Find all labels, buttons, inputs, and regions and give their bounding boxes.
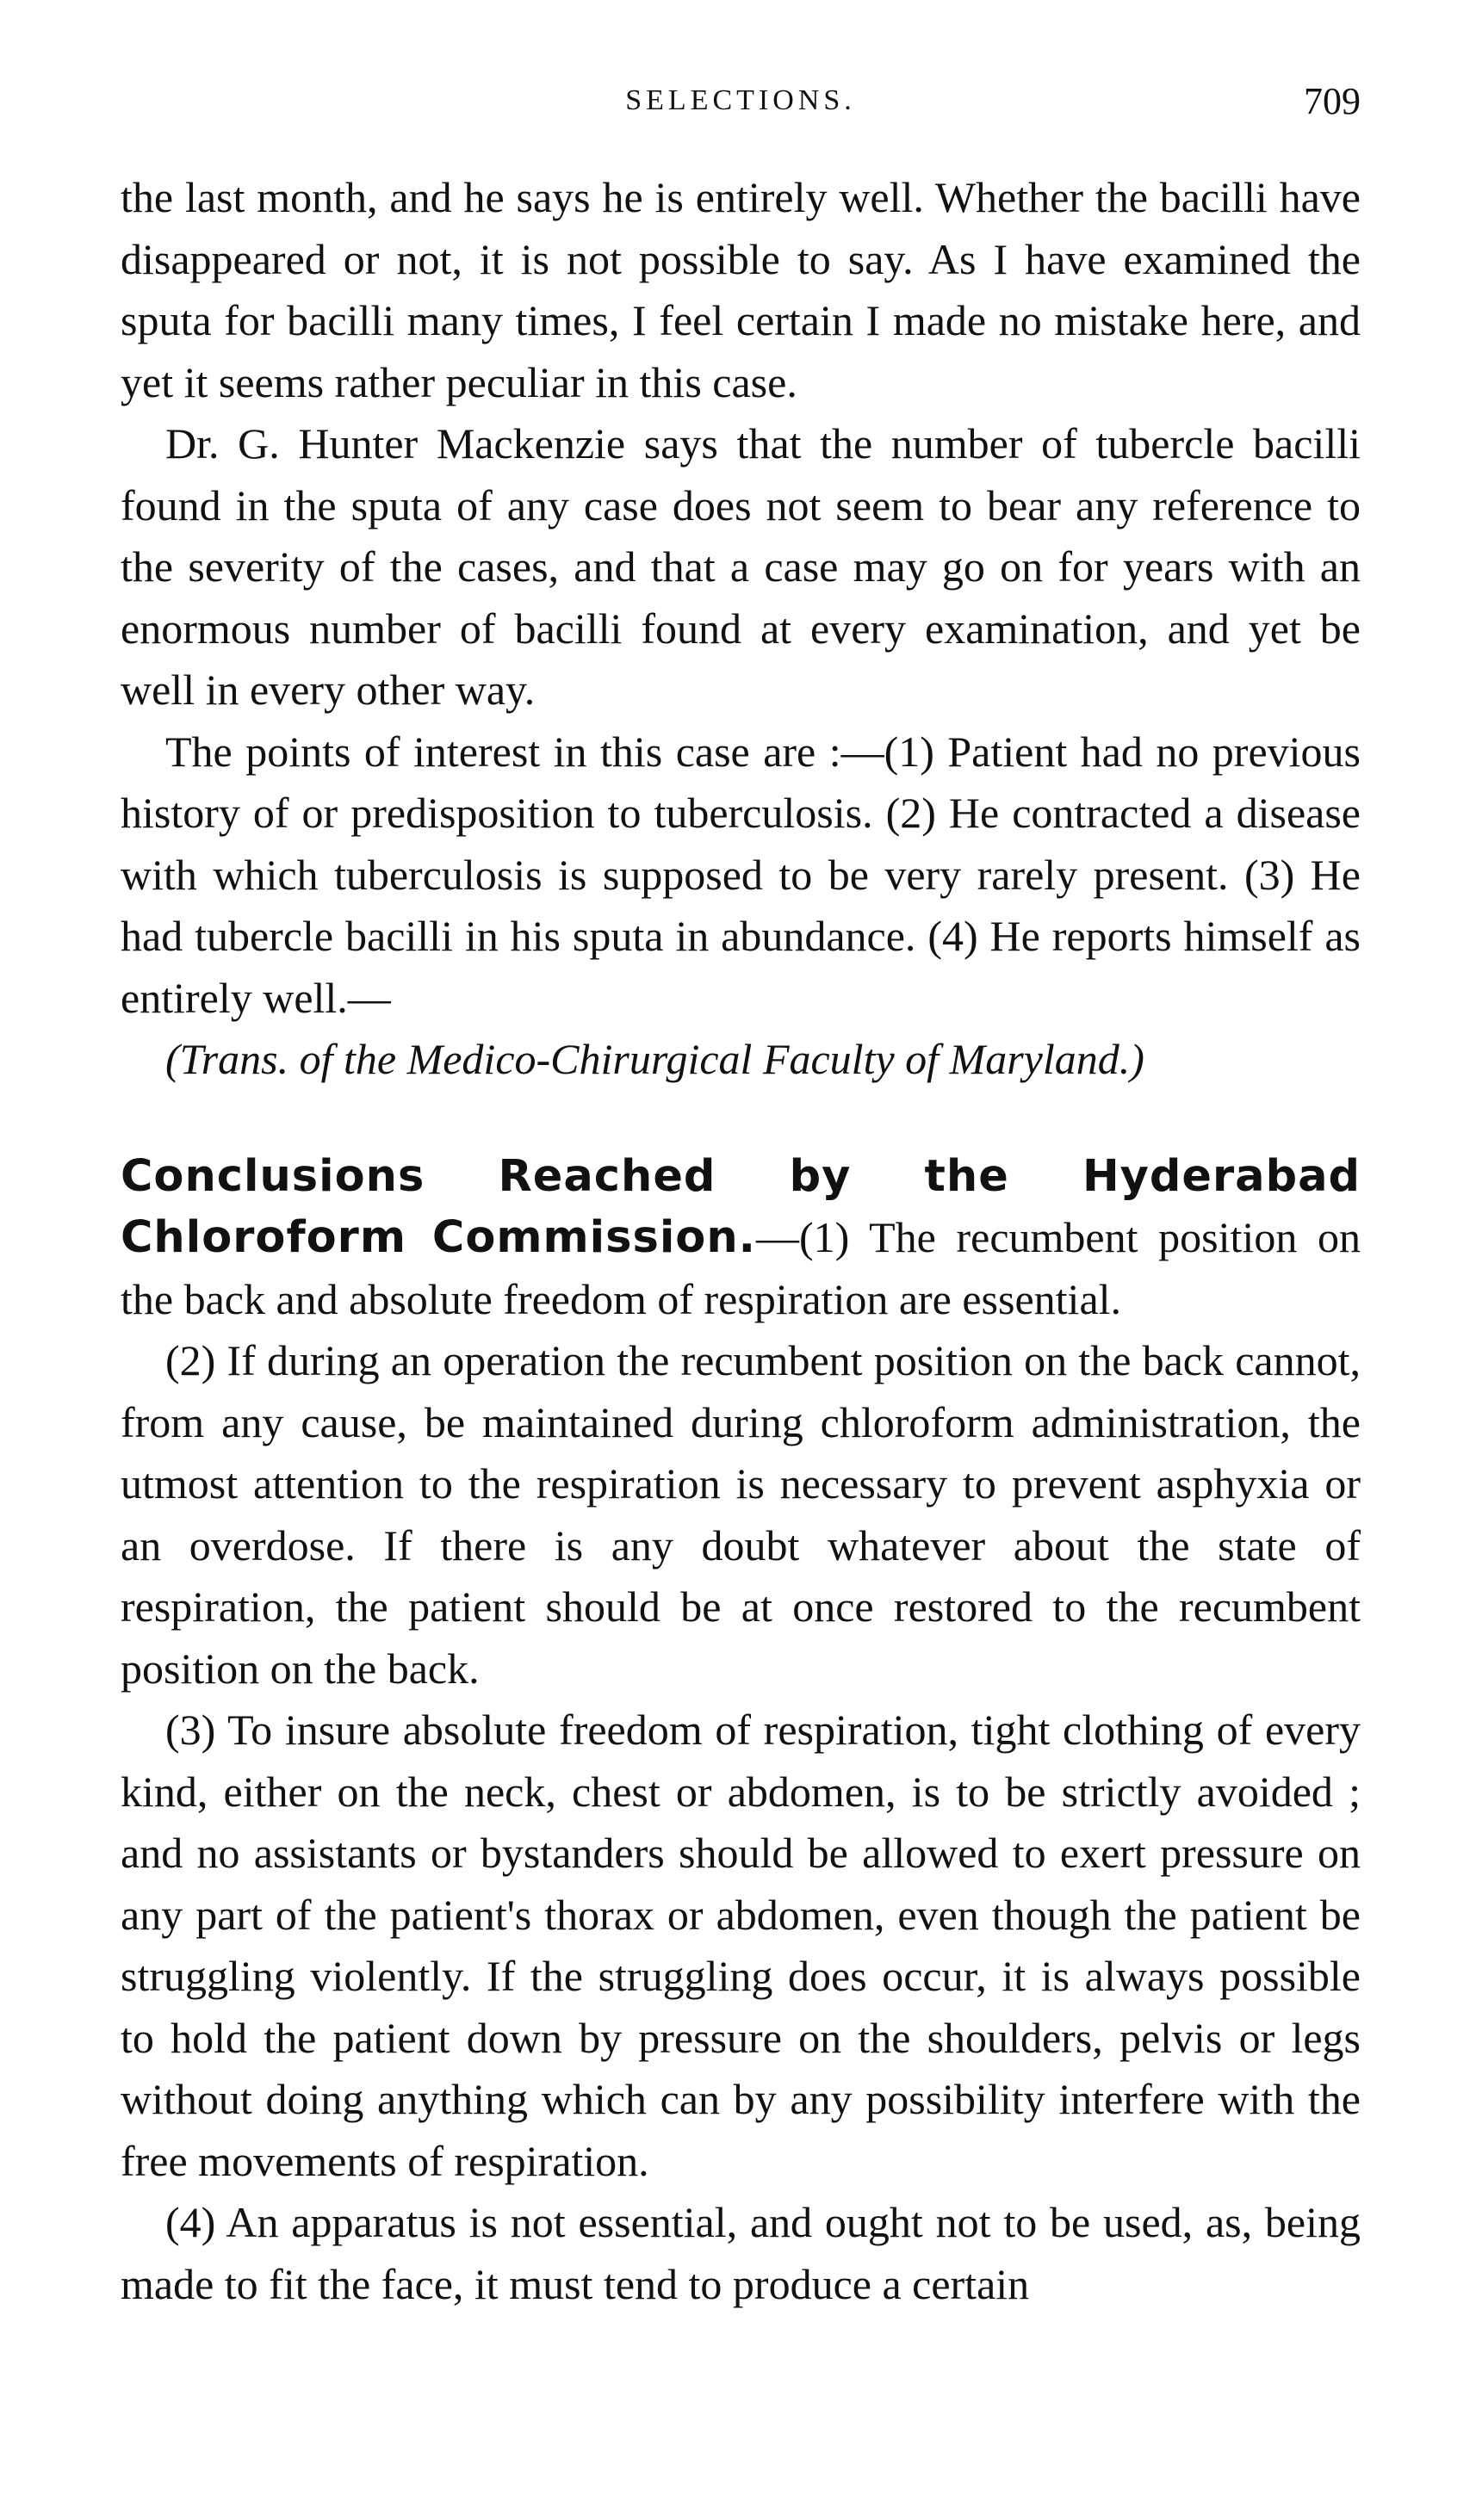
page-number: 709	[1304, 80, 1361, 122]
body-text	[121, 167, 1361, 2315]
running-header	[121, 80, 1361, 136]
section-heading: Conclusions Reached by the Hyderabad Chloroform Commission.	[121, 1150, 1361, 1263]
section-gap	[121, 1091, 1361, 1146]
paragraph-continuation: the last month, and he says he is entirely well. Whether the bacilli have disappeared or not, it is not possible to say. As I have examined the sputa for bacilli many times, I feel certain I made no mistake here, and yet it seems rather peculiar in this case.	[121, 173, 1361, 406]
paragraph-conclusion-4: (4) An apparatus is not essential, and ought not to be used, as, being made to fit the face, it must tend to produce a certain	[121, 2198, 1361, 2308]
paragraph-mackenzie: Dr. G. Hunter Mackenzie says that the number of tubercle bacilli found in the sputa of any case does not seem to bear any reference to the severity of the cases, and that a case may go on for years with an enormous number of bacilli found at every examination, and yet be well in every other way.	[121, 419, 1361, 714]
paragraph-conclusion-1	[121, 1146, 1361, 1331]
conclusion-1-text: —(1) The recumbent position on the back and absolute freedom of respiration are essential.	[121, 1213, 1361, 1323]
citation: (Trans. of the Medico-Chirurgical Faculty of Maryland.)	[165, 1035, 1144, 1083]
running-title: SELECTIONS.	[625, 84, 856, 116]
paragraph-conclusion-2: (2) If during an operation the recumbent position on the back cannot, from any cause, be maintained during chloroform administration, the utmost attention to the respiration is necessary to prevent asphyxia or an overdose. If there is any doubt whatever about the state of respiration, the patient should be at once restored to the recumbent position on the back.	[121, 1336, 1361, 1693]
paragraph-points-of-interest	[121, 721, 1361, 1091]
points-of-interest-text: The points of interest in this case are :—(1) Patient had no previous history of or predisposition to tuberculosis. (2) He contracted a disease with which tuberculosis is supposed to be very rarely present. (3) He had tubercle bacilli in his sputa in abundance. (4) He reports himself as entirely well.—	[121, 727, 1361, 1022]
paragraph-conclusion-3: (3) To insure absolute freedom of respiration, tight clothing of every kind, either on the neck, chest or abdomen, is to be strictly avoided ; and no assistants or bystanders should be allowed to exert pressure on any part of the patient's thorax or abdomen, even though the patient be struggling violently. If the struggling does occur, it is always possible to hold the patient down by pressure on the shoulders, pelvis or legs without doing anything which can by any possibility interfere with the free movements of respiration.	[121, 1706, 1361, 2185]
